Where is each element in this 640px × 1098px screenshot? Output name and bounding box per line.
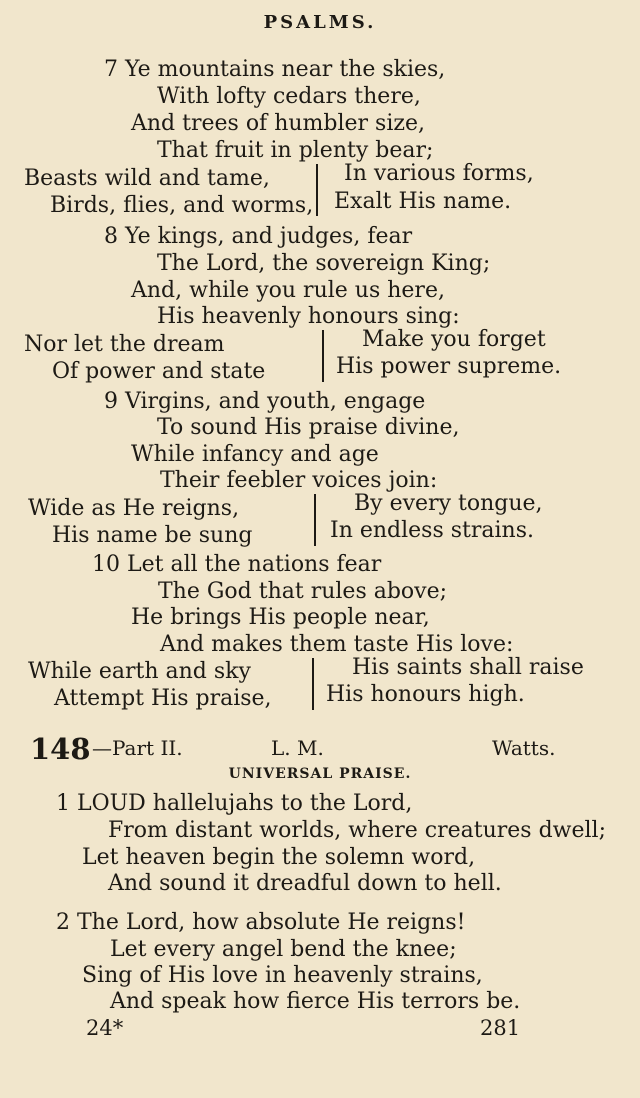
stanza-line: And makes them taste His love: [160, 632, 514, 657]
stanza-line: 10 Let all the nations fear [92, 552, 382, 577]
verse-line: From distant worlds, where creatures dwell; [108, 818, 607, 843]
refrain-right-line: In endless strains. [330, 518, 535, 543]
refrain-right-line: By every tongue, [354, 491, 543, 516]
refrain-left-line: Attempt His praise, [54, 686, 272, 711]
hymn-meter: L. M. [271, 736, 324, 760]
verse-line: Let heaven begin the solemn word, [82, 845, 476, 870]
refrain-left-line: Birds, flies, and worms, [50, 193, 314, 218]
verse-line: Let every angel bend the knee; [110, 937, 457, 962]
stanza-line: While infancy and age [131, 442, 379, 467]
stanza-line: He brings His people near, [131, 605, 430, 630]
refrain-left-line: While earth and sky [28, 659, 251, 684]
refrain-left-line: His name be sung [52, 523, 253, 548]
stanza-line: The Lord, the sovereign King; [157, 251, 491, 276]
stanza-line: 7 Ye mountains near the skies, [104, 57, 446, 82]
verse-line: And sound it dreadful down to hell. [108, 871, 502, 896]
stanza-line: That fruit in plenty bear; [157, 138, 434, 163]
refrain-right-line: His saints shall raise [352, 655, 584, 680]
hymn-part: —Part II. [92, 736, 183, 760]
refrain-left-line: Beasts wild and tame, [24, 166, 270, 191]
refrain-right-line: His power supreme. [336, 354, 562, 379]
divider-line [316, 164, 318, 216]
refrain-right-line: Exalt His name. [334, 189, 512, 214]
refrain-right-line: His honours high. [326, 682, 525, 707]
verse-line: Sing of His love in heavenly strains, [82, 963, 483, 988]
divider-line [312, 658, 314, 710]
verse-line: 2 The Lord, how absolute He reigns! [56, 910, 466, 935]
stanza-line: And, while you rule us here, [131, 278, 445, 303]
stanza-line: His heavenly honours sing: [157, 304, 460, 329]
hymn-subtitle: UNIVERSAL PRAISE. [228, 766, 412, 782]
signature-mark: 24* [86, 1016, 124, 1040]
page-number: 281 [480, 1016, 521, 1040]
refrain-left-line: Of power and state [52, 359, 266, 384]
running-header: PSALMS. [263, 12, 377, 33]
stanza-line: To sound His praise divine, [157, 415, 460, 440]
stanza-line: And trees of humbler size, [131, 111, 425, 136]
hymn-number: 148 [30, 732, 91, 766]
stanza-line: 8 Ye kings, and judges, fear [104, 224, 413, 249]
refrain-left-line: Nor let the dream [24, 332, 225, 357]
refrain-left-line: Wide as He reigns, [28, 496, 240, 521]
divider-line [314, 494, 316, 546]
divider-line [322, 330, 324, 382]
refrain-right-line: In various forms, [344, 161, 534, 186]
stanza-line: 9 Virgins, and youth, engage [104, 389, 426, 414]
refrain-right-line: Make you forget [362, 327, 546, 352]
verse-line: And speak how fierce His terrors be. [110, 989, 521, 1014]
stanza-line: With lofty cedars there, [157, 84, 421, 109]
verse-line: 1 LOUD hallelujahs to the Lord, [56, 791, 413, 816]
stanza-line: The God that rules above; [158, 579, 448, 604]
hymn-author: Watts. [492, 736, 556, 760]
stanza-line: Their feebler voices join: [160, 468, 438, 493]
